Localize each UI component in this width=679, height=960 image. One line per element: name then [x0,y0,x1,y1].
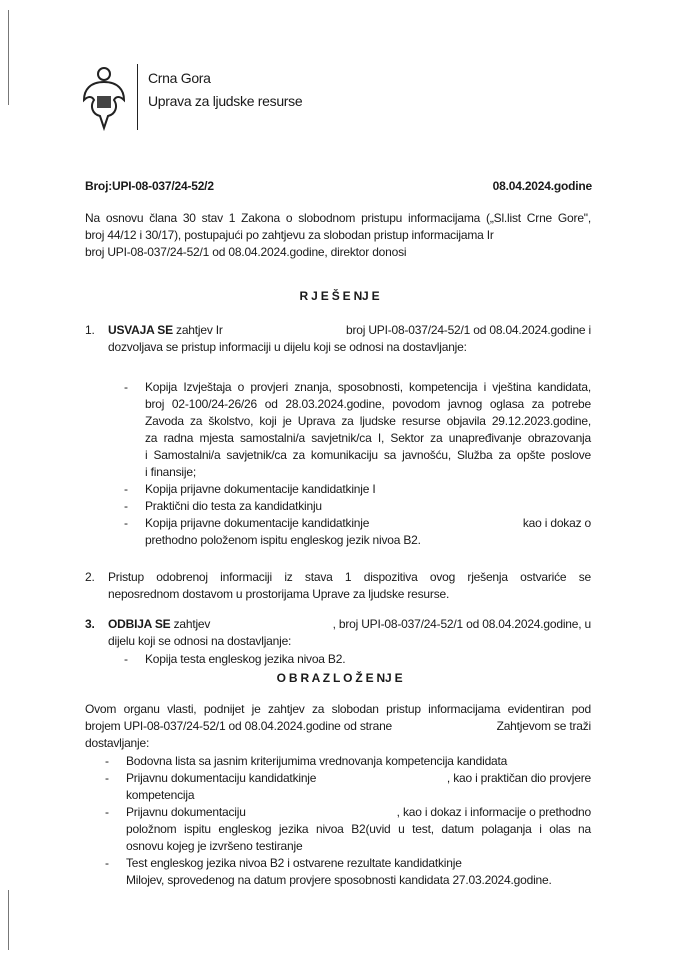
item-verdict: USVAJA SE [108,323,173,337]
bullet-text: Prijavnu dokumentaciju kandidatkinje [126,771,317,785]
item-text: , broj UPI-08-037/24-52/1 od 08.04.2024.godine, u [332,617,591,631]
header-institution: Uprava za ljudske resurse [148,93,303,109]
reasoning-text: brojem UPI-08-037/24-52/1 od 08.04.2024.godine od strane [85,719,393,733]
reasoning-text: Zahtjevom se traži [496,719,591,733]
scan-edge-line [8,890,9,950]
bullet-text: Prijavnu dokumentaciju [126,805,246,819]
header-country: Crna Gora [148,70,211,86]
intro-line: Na osnovu člana 30 stav 1 Zakona o slobodnom pristupu informacijama („Sl.list Crne Gore", [85,211,591,225]
item-number: 3. [85,617,95,631]
logo-divider [137,64,138,130]
bullet-text: i Samostalni/a savjetnik/ca za komunikaciju sa javnošću, Služba za opšte poslove [145,448,591,462]
item-text: zahtjev Ir [176,323,223,337]
item-number: 2. [85,570,95,584]
bullet-text: Kopija testa engleskog jezika nivoa B2. [145,652,346,666]
item-verdict: ODBIJA SE [108,617,171,631]
intro-line: broj UPI-08-037/24-52/1 od 08.04.2024.godine, direktor donosi [85,245,407,259]
item-text: broj UPI-08-037/24-52/1 od 08.04.2024.godine i [346,323,591,337]
bullet-text: Kopija prijavne dokumentacije kandidatkinje [145,516,370,530]
bullet-text: i finansije; [145,465,196,479]
bullet-text: kompetencija [126,788,195,802]
item-text: zahtjev [173,617,211,631]
bullet-text: Zavoda za školstvo, koji je Uprava za ljudske resurse objavila 29.12.2023.godine, [145,414,591,428]
bullet-text: za radna mjesta samostalni/a savjetnik/ca I, Sektor za unapređivanje obrazovanja [145,431,591,445]
item-text: Pristup odobrenoj informaciji iz stava 1 dispozitiva ovog rješenja ostvariće se [108,570,591,584]
scan-edge-line [8,10,9,105]
intro-line: broj 44/12 i 30/17), postupajući po zahtjevu za slobodan pristup informacijama Ir [85,228,494,242]
document-date: 08.04.2024.godine [492,179,592,193]
reasoning-text: dostavljanje: [85,736,150,750]
bullet-text: kao i dokaz o [522,516,591,530]
bullet-text: Kopija prijavne dokumentacije kandidatkinje I [145,482,376,496]
bullet-text: položnom ispitu engleskog jezika nivoa B2(uvid u test, datum polaganja i olas na [126,822,591,836]
bullet-text: Test engleskog jezika nivoa B2 i ostvarene rezultate kandidatkinje [126,856,462,870]
item-text: neposrednom dostavom u prostorijama Uprave za ljudske resurse. [108,587,450,601]
bullet-text: Bodovna lista sa jasnim kriterijumima vrednovanja kompetencija kandidata [126,754,508,768]
bullet-text: prethodno položenom ispitu engleskog jezik nivoa B2. [145,533,421,547]
section-title-rjesenje: R J E Š E NJ E [299,289,380,303]
bullet-text: broj 02-100/24-26/26 od 28.03.2024.godine, povodom javnog oglasa za potrebe [145,397,591,411]
bullet-text: Milojev, sprovedenog na datum provjere sposobnosti kandidata 27.03.2024.godine. [126,873,552,887]
bullet-text: , kao i praktičan dio provjere [446,771,591,785]
item-text: dozvoljava se pristup informaciji u dijelu koji se odnosi na dostavljanje: [108,340,467,354]
bullet-text: Praktični dio testa za kandidatkinju [145,499,322,513]
document-number: Broj:UPI-08-037/24-52/2 [85,179,214,193]
section-title-obrazlozenje: O B R A Z L O Ž E NJ E [276,671,403,685]
coat-of-arms-logo [80,66,128,132]
bullet-text: , kao i dokaz i informacije o prethodno [396,805,591,819]
bullet-text: osnovu kojeg je izvršeno testiranje [126,839,303,853]
bullet-text: Kopija Izvještaja o provjeri znanja, sposobnosti, kompetencija i vještina kandidata, [145,380,591,394]
item-text: dijelu koji se odnosi na dostavljanje: [108,634,292,648]
reasoning-text: Ovom organu vlasti, podnijet je zahtjev za slobodan pristup informacijama evidentiran pod [85,702,591,716]
item-number: 1. [85,323,95,337]
